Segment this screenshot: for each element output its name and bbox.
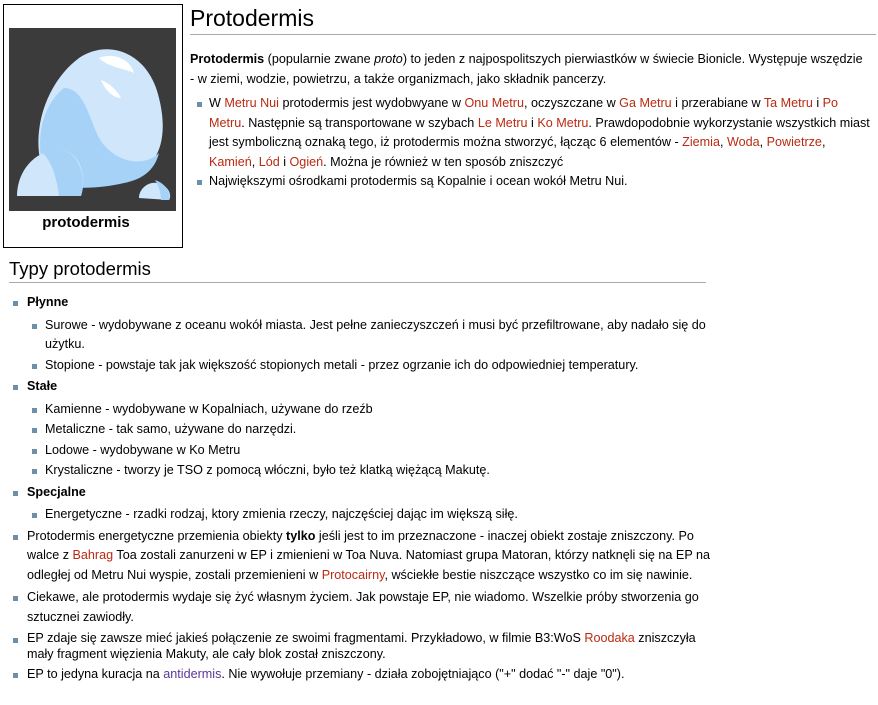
link-ga-metru[interactable]: Ga Metru [619,96,672,110]
type-group-specjalne [3,483,713,525]
text: EP to jedyna kuracja na [27,667,164,681]
link-po-metru[interactable]: Po Metru [209,96,839,130]
intro-list [190,94,874,192]
text: i [279,154,290,169]
protodermis-drops-icon [9,28,176,211]
sub-list-item: Stopione - powstaje tak jak większość stopionych metali - przez ogrzanie ich do odpowiedniej temperatury. [27,356,713,376]
text: . Następnie są transportowane w szybach [241,115,478,130]
link-ta-metru[interactable]: Ta Metru [763,96,813,110]
text: Toa zostali zanurzeni w EP i zmienieni w Toa Nuva. Natomiast grupa Matoran, którzy natknęli się na EP na odległej od Metru Nui wyspie, zostali przemienieni w [27,548,710,582]
text: , [821,135,826,149]
type-group-stale [3,377,713,481]
list-item: Największymi ośrodkami protodermis są Kopalnie i ocean wokół Metru Nui. [190,172,874,192]
section-title: Typy protodermis [9,256,706,283]
link-roodaka[interactable]: Roodaka [584,631,635,645]
link-lod[interactable]: Lód [258,154,280,169]
image-caption: protodermis [42,214,130,231]
link-antidermis[interactable]: antidermis [163,667,222,681]
link-le-metru[interactable]: Le Metru [477,115,528,130]
sub-list-item: Metaliczne - tak samo, używane do narzędzi. [27,420,713,440]
intro-italic: proto [374,52,403,66]
text: EP zdaje się zawsze mieć jakieś połączenie ze swoimi fragmentami. Przykładowo, w filmie B3:WoS [27,631,585,645]
intro-bold-term: Protodermis [190,52,265,66]
link-bahrag[interactable]: Bahrag [72,548,114,562]
infobox [3,4,183,248]
text: , [759,135,767,149]
text: . Nie wywołuje przemiany - działa zobojętniająco ("+" dodać "-" daje "0"). [221,667,625,681]
sub-list-item: Kamienne - wydobywane w Kopalniach, używane do rzeźb [27,400,713,420]
bold-text: tylko [286,528,316,543]
link-ko-metru[interactable]: Ko Metru [537,115,589,130]
sub-list [27,400,713,481]
text: W [209,96,225,110]
text: Protodermis energetyczne przemienia obiekty [27,528,286,543]
text: protodermis jest wydobwyane w [278,96,465,110]
text: , [251,154,259,169]
text: zniszczyła mały fragment więzienia Makuty, ale cały blok został zniszczony. [27,631,696,661]
intro-text: (popularnie zwane [264,52,375,66]
intro-text: ) to jeden z najpospolitszych pierwiastków w świecie Bionicle. Występuje wszędzie - w ziemi, wodzie, powietrzu, a także organizmach, jako składnik pancerzy. [190,52,863,86]
text: , [719,135,727,149]
link-kamien[interactable]: Kamień [209,154,252,169]
link-protocairny[interactable]: Protocairny [321,567,385,582]
link-ziemia[interactable]: Ziemia [682,135,720,149]
text: i [812,96,823,110]
text: i przerabiane w [671,96,764,110]
sub-list-item: Krystaliczne - tworzy je TSO z pomocą włóczni, było też klatką więżącą Makutę. [27,461,713,481]
text: i [527,115,538,130]
text: . Prawdopodobnie wykorzystanie wszystkich miast jest symboliczną oznaką tego, iż protodermis można stworzyć, łącząc 6 elementów - [209,115,870,149]
sub-list-item: Surowe - wydobywane z oceanu wokół miasta. Jest pełne zanieczyszczeń i musi być przefiltrowane, aby nadało się do użytku. [27,316,713,355]
group-title: Specjalne [27,484,86,499]
type-group-plynne [3,293,713,375]
protodermis-image[interactable] [9,28,176,211]
sub-list [27,316,713,376]
note-item: Ciekawe, ale protodermis wydaje się żyć własnym życiem. Jak powstaje EP, nie wiadomo. Wszelkie próby stworzenia go sztucznei zawiodły. [3,588,713,627]
link-metru-nui[interactable]: Metru Nui [224,96,279,110]
link-onu-metru[interactable]: Onu Metru [464,96,524,110]
text: . Można je również w ten sposób zniszczyć [323,154,564,169]
text: , wściekłe bestie niszczące wszystko co im się nawinie. [384,567,693,582]
link-powietrze[interactable]: Powietrze [766,135,822,149]
group-title: Płynne [27,295,69,309]
list-item [190,94,874,172]
link-woda[interactable]: Woda [726,135,760,149]
link-ogien[interactable]: Ogień [289,154,324,169]
page-title: Protodermis [190,4,876,35]
sub-list-item: Lodowe - wydobywane w Ko Metru [27,441,713,461]
text: , oczyszczane w [523,96,620,110]
sub-list [27,505,713,525]
types-list [3,293,713,688]
intro-paragraph [190,50,870,89]
note-item [3,630,713,662]
note-item [3,665,713,685]
note-item [3,527,713,586]
sub-list-item: Energetyczne - rzadki rodzaj, ktory zmienia rzeczy, najczęściej dając im większą siłę. [27,505,713,525]
text: jeśli jest to im przeznaczone - inaczej obiekt zostaje zniszczony. Po walce z [27,528,694,562]
group-title: Stałe [27,379,58,393]
